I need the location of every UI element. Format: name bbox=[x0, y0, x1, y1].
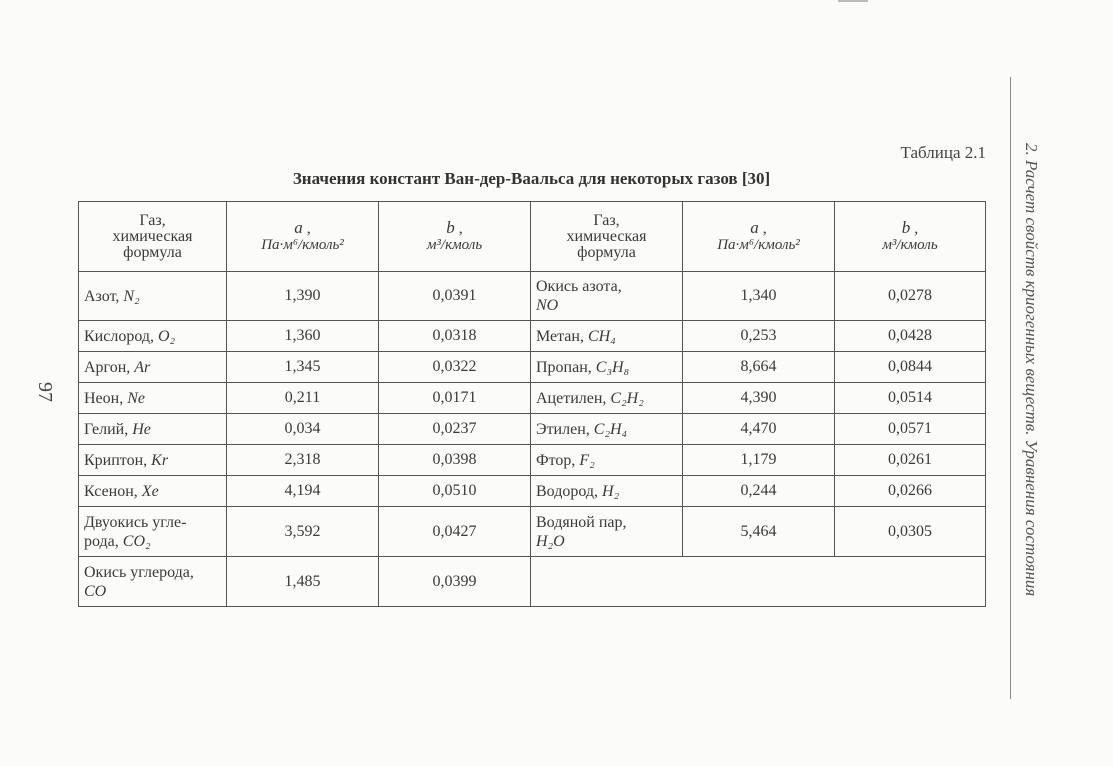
table-title: Значения констант Ван-дер-Ваальса для некоторых газов [30] bbox=[292, 169, 771, 188]
van-der-waals-table bbox=[78, 201, 986, 607]
running-head: 2. Расчет свойств криогенных веществ. Уравнения состояния bbox=[1022, 143, 1041, 597]
empty-cell bbox=[531, 557, 986, 607]
page-number: 97 bbox=[34, 382, 56, 402]
table-row: Двуокись угле- рода, CO₂ 3,592 0,0427 Водяной пар, H₂O 5,464 0,0305 bbox=[79, 507, 986, 557]
table-row: Гелий, He 0,034 0,0237 Этилен, C₂H₄ 4,470 0,0571 bbox=[79, 414, 986, 445]
table-row: Окись углерода, CO 1,485 0,0399 bbox=[79, 557, 986, 607]
running-head-rule bbox=[1010, 77, 1011, 699]
header-b: b , м³/кмоль bbox=[379, 202, 531, 272]
header-b-2: b , м³/кмоль bbox=[835, 202, 986, 272]
header-a-2: a , Па·м⁶/кмоль² bbox=[683, 202, 835, 272]
header-gas: Газ, химическая формула bbox=[79, 202, 227, 272]
table-row: Аргон, Ar 1,345 0,0322 Пропан, C₃H₈ 8,664 0,0844 bbox=[79, 352, 986, 383]
table-header-row bbox=[79, 202, 986, 272]
header-a: a , Па·м⁶/кмоль² bbox=[227, 202, 379, 272]
header-gas-2: Газ, химическая формула bbox=[531, 202, 683, 272]
table-row: Криптон, Kr 2,318 0,0398 Фтор, F₂ 1,179 0,0261 bbox=[79, 445, 986, 476]
page-edge-mark bbox=[838, 0, 868, 2]
table-row: Ксенон, Xe 4,194 0,0510 Водород, H₂ 0,244 0,0266 bbox=[79, 476, 986, 507]
table-row: Неон, Ne 0,211 0,0171 Ацетилен, C₂H₂ 4,390 0,0514 bbox=[79, 383, 986, 414]
table-label: Таблица 2.1 bbox=[900, 143, 986, 162]
table-row: Кислород, O₂ 1,360 0,0318 Метан, CH₄ 0,253 0,0428 bbox=[79, 321, 986, 352]
table-row: Азот, N₂ 1,390 0,0391 Окись азота, NO 1,340 0,0278 bbox=[79, 272, 986, 321]
